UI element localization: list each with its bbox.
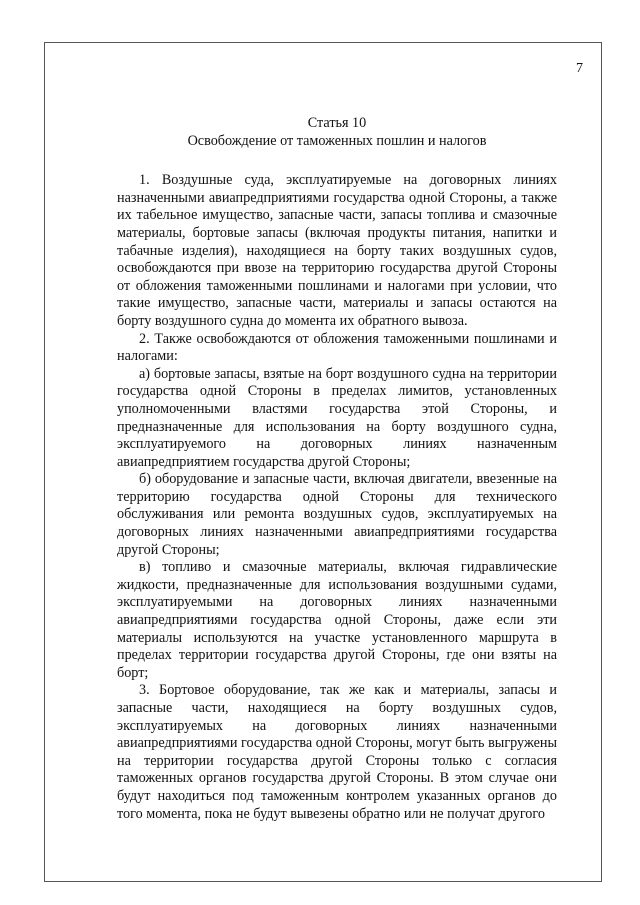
paragraph-2: 2. Также освобождаются от обложения таможенными пошлинами и налогами: [117,330,557,365]
paragraph-2v: в) топливо и смазочные материалы, включая гидравлические жидкости, предназначенные для использования воздушными судами, эксплуатируемыми на договорных линиях назначенными авиапредприятиями государства одной Стороны, даже если эти материалы используются на участке установленного маршрута в пределах территории государства другой Стороны, где они взяты на борт; [117,559,557,681]
paragraph-2a: а) бортовые запасы, взятые на борт воздушного судна на территории государства одной Стороны в пределах лимитов, установленных уполномоченными властями государства этой Стороны, и предназначенные для использования на борту воздушного судна, эксплуатируемого на договорных линиях назначенным авиапредприятием государства другой Стороны; [117,365,557,470]
paragraph-1: 1. Воздушные суда, эксплуатируемые на договорных линиях назначенными авиапредприятиями государства одной Стороны, а также их табельное имущество, запасные части, запасы топлива и смазочные материалы, бортовые запасы (включая продукты питания, напитки и табачные изделия), находящиеся на борту таких воздушных судов, освобождаются при ввозе на территорию государства другой Стороны от обложения таможенными пошлинами и налогами при условии, что такие имущество, запасные части, материалы и запасы остаются на борту воздушного судна до момента их обратного вывоза. [117,172,557,329]
article-title: Освобождение от таможенных пошлин и налогов [187,132,487,149]
article-number: Статья 10 [307,115,367,131]
document-page [44,42,602,882]
document-body [117,115,557,823]
paragraph-3: 3. Бортовое оборудование, так же как и материалы, запасы и запасные части, находящиеся на борту воздушных судов, эксплуатируемых на договорных линиях назначенными авиапредприятиями государства одной Стороны, могут быть выгружены на территории государства другой Стороны только с согласия таможенных органов государства другой Стороны. В этом случае они будут находиться под таможенным контролем указанных органов до того момента, пока не будут вывезены обратно или не получат другого [117,682,557,822]
page-number: 7 [576,61,583,76]
paragraph-2b: б) оборудование и запасные части, включая двигатели, ввезенные на территорию государства одной Стороны для технического обслуживания или ремонта воздушных судов, эксплуатируемых на договорных линиях назначенными авиапредприятиями государства другой Стороны; [117,471,557,558]
